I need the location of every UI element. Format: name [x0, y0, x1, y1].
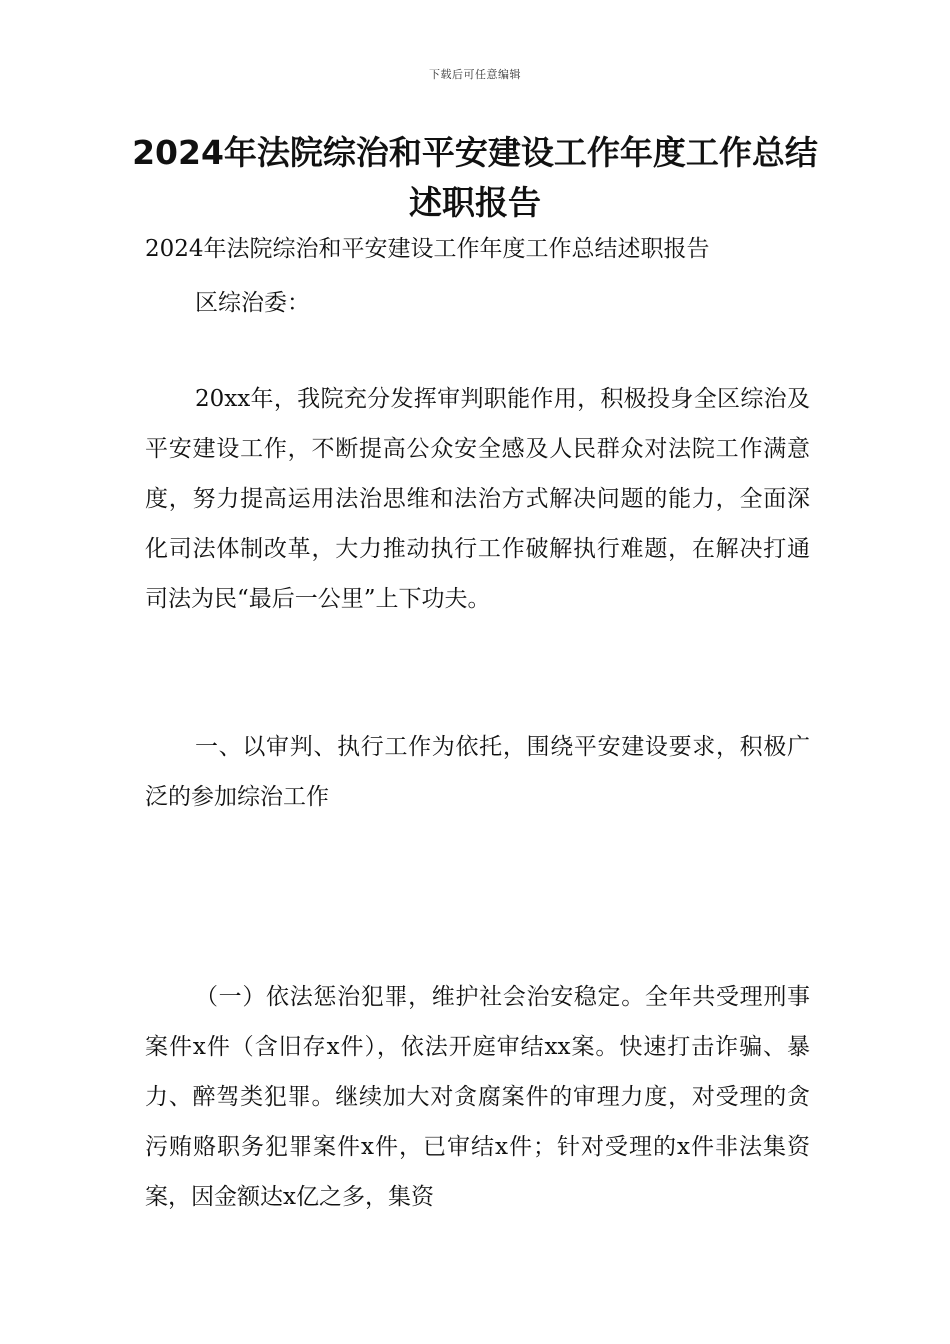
section-heading-1: 一、以审判、执行工作为依托，围绕平安建设要求，积极广泛的参加综治工作: [145, 734, 810, 810]
paragraph-section-1-1: （一）依法惩治犯罪，维护社会治安稳定。全年共受理刑事案件x件（含旧存x件），依法开庭审结xx案。快速打击诈骗、暴力、醉驾类犯罪。继续加大对贪腐案件的审理力度，对受理的贪污贿赂职务犯罪案件x件，已审结x件；针对受理的x件非法集资案，因金额达x亿之多，集资: [145, 984, 810, 1210]
salutation: 区综治委：: [195, 290, 310, 316]
paragraph-intro: 20xx年，我院充分发挥审判职能作用，积极投身全区综治及平安建设工作，不断提高公众安全感及人民群众对法院工作满意度，努力提高运用法治思维和法治方式解决问题的能力，全面深化司法体制改革，大力推动执行工作破解执行难题，在解决打通司法为民“最后一公里”上下功夫。: [145, 386, 810, 612]
header-note: 下载后可任意编辑: [429, 68, 521, 81]
document-subtitle: 2024年法院综治和平安建设工作年度工作总结述职报告: [145, 236, 710, 262]
document-title: 2024年法院综治和平安建设工作年度工作总结述职报告: [132, 133, 818, 222]
